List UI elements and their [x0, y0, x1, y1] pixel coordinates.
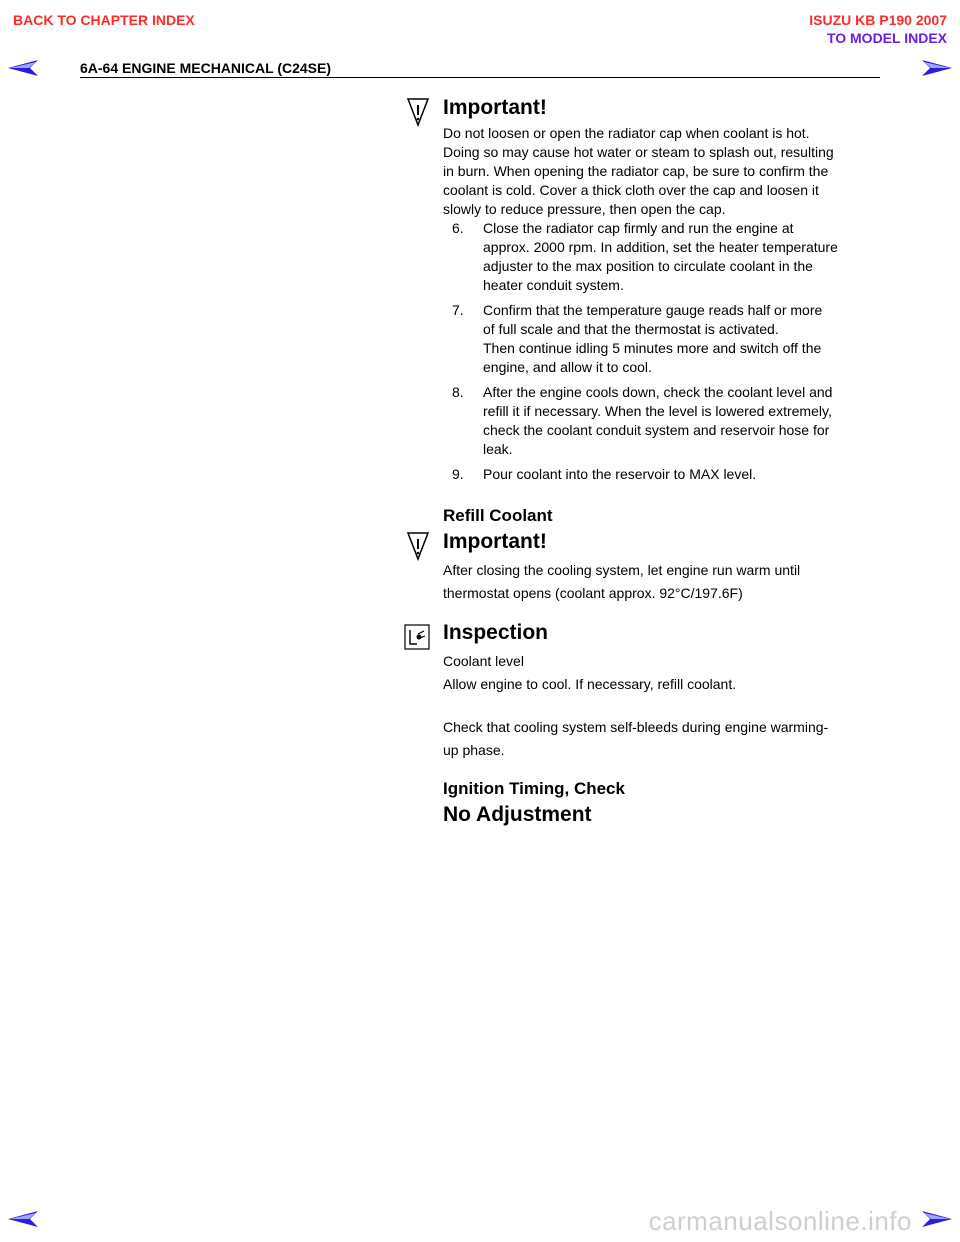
- step-line: refill it if necessary. When the level is lowered extremely,: [483, 403, 832, 419]
- step-line: of full scale and that the thermostat is activated.: [483, 321, 779, 337]
- list-item: [443, 383, 883, 459]
- inspection-line: Coolant level: [443, 653, 524, 669]
- important-warning-icon: [406, 97, 430, 127]
- inspection-line: Allow engine to cool. If necessary, refill coolant.: [443, 676, 737, 692]
- header-rule: [80, 77, 880, 78]
- back-to-chapter-index-link[interactable]: BACK TO CHAPTER INDEX: [13, 12, 195, 28]
- list-item: [443, 301, 883, 377]
- step-line: engine, and allow it to cool.: [483, 359, 652, 375]
- inspection-icon: [404, 624, 430, 650]
- list-item: [443, 465, 883, 484]
- step-line: adjuster to the max position to circulate coolant in the: [483, 258, 813, 274]
- ignition-timing-heading: Ignition Timing, Check: [443, 779, 625, 798]
- step-line: Close the radiator cap firmly and run the engine at: [483, 220, 794, 236]
- step-line: Confirm that the temperature gauge reads half or more: [483, 302, 823, 318]
- inspection-line: up phase.: [443, 742, 505, 758]
- inspection-heading: Inspection: [443, 621, 549, 644]
- to-model-index-link[interactable]: TO MODEL INDEX: [826, 30, 947, 46]
- step-number: 7.: [452, 302, 464, 318]
- important-line: thermostat opens (coolant approx. 92°C/197.6F): [443, 585, 743, 601]
- important-line: After closing the cooling system, let engine run warm until: [443, 562, 801, 578]
- inspection-section: [443, 620, 883, 762]
- page-header-title: 6A-64 ENGINE MECHANICAL (C24SE): [80, 60, 332, 76]
- important-line: Doing so may cause hot water or steam to splash out, resulting: [443, 144, 834, 160]
- step-line: heater conduit system.: [483, 277, 624, 293]
- important-heading: Important!: [443, 530, 547, 553]
- previous-page-arrow-icon[interactable]: [8, 1211, 38, 1227]
- ignition-timing-section: [443, 778, 883, 828]
- previous-page-arrow-icon[interactable]: [8, 60, 38, 76]
- step-line: approx. 2000 rpm. In addition, set the heater temperature: [483, 239, 838, 255]
- step-number: 6.: [452, 220, 464, 236]
- step-number: 8.: [452, 384, 464, 400]
- list-item: [443, 219, 883, 295]
- steps-list: [443, 219, 883, 484]
- important-line: in burn. When opening the radiator cap, be sure to confirm the: [443, 163, 829, 179]
- important-heading: Important!: [443, 96, 547, 119]
- important-block: [443, 95, 883, 219]
- step-line: leak.: [483, 441, 513, 457]
- model-title-link[interactable]: ISUZU KB P190 2007: [809, 12, 947, 28]
- step-line: After the engine cools down, check the coolant level and: [483, 384, 833, 400]
- important-warning-icon: [406, 531, 430, 561]
- next-page-arrow-icon[interactable]: [922, 1211, 952, 1227]
- no-adjustment-heading: No Adjustment: [443, 803, 592, 826]
- inspection-line: Check that cooling system self-bleeds during engine warming-: [443, 719, 829, 735]
- step-line: Pour coolant into the reservoir to MAX level.: [483, 466, 757, 482]
- refill-coolant-section: [443, 505, 883, 527]
- refill-coolant-heading: Refill Coolant: [443, 506, 553, 525]
- important-line: slowly to reduce pressure, then open the cap.: [443, 201, 726, 217]
- important-block: [443, 529, 883, 605]
- step-line: Then continue idling 5 minutes more and switch off the: [483, 340, 822, 356]
- step-line: check the coolant conduit system and reservoir hose for: [483, 422, 830, 438]
- important-line: Do not loosen or open the radiator cap when coolant is hot.: [443, 125, 810, 141]
- next-page-arrow-icon[interactable]: [922, 60, 952, 76]
- important-line: coolant is cold. Cover a thick cloth over the cap and loosen it: [443, 182, 819, 198]
- watermark: carmanualsonline.info: [648, 1206, 912, 1236]
- step-number: 9.: [452, 466, 464, 482]
